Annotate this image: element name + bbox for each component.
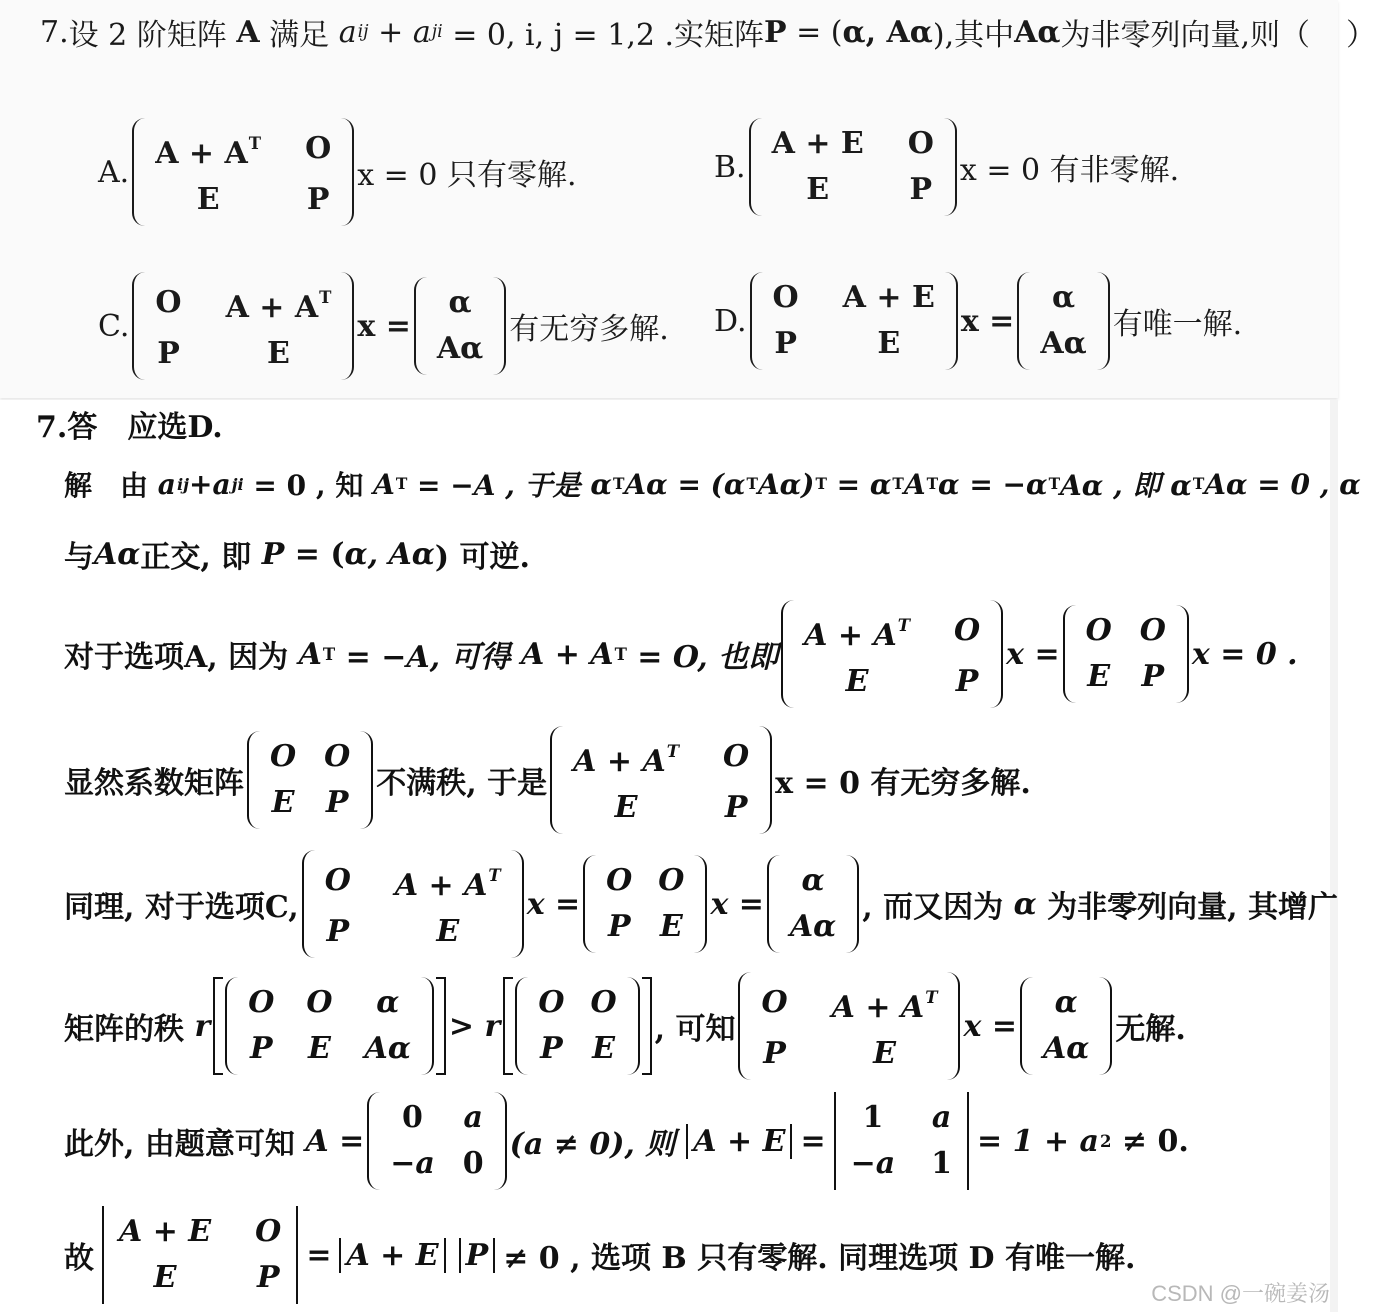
matrix: 0 a −a 0 [367,1092,506,1190]
matrix: O $A + A^T$ P E [302,850,524,958]
option-text: x = 0 有非零解. [959,153,1180,188]
option-d: D. O A + E P E x = α Aα 有唯一解. [714,272,1242,370]
matrix: O O E P [1063,605,1189,703]
matrix: $A + A^T$ O E P [781,600,1003,708]
question-stem: 7. 设 2 阶矩阵 A 满足 a ij + a ji = 0, i, j = 1,2 .实矩阵 P = ( α, Aα ),其中 Aα 为非零列向量,则（ ） [40,14,1376,53]
option-label: B. [714,149,746,185]
option-text: 有无穷多解. [509,312,669,347]
matrix: O $A + A^T$ P E [132,272,354,380]
vector: α Aα [1020,977,1112,1075]
solution-line-3: 对于选项A, 因为 A T = −A, 可得 A + A T = O, 也即 $A + A^T$ O E P x = O O E P x = 0 . [64,600,1298,708]
solution-line-8: 故 A + E O E P = A + E P ≠ 0 , 选项 B 只有零解. 同理选项 D 有唯一解. [64,1206,1135,1304]
matrix: O $A + A^T$ P E [738,972,960,1080]
coefficient-matrix: O O P E [503,977,651,1075]
solution-line-4: 显然系数矩阵 O O E P 不满秩, 于是 $A + A^T$ O E P x = 0 有无穷多解. [64,726,1031,834]
matrix: $A + A^T$ O E P [550,726,772,834]
option-a [98,118,577,226]
determinant: A + E O E P [97,1206,303,1304]
determinant: A + E [334,1238,450,1273]
option-label: C. [98,308,130,344]
solution-line-1: 解 由 a ij + a ji = 0 , 知 A T = −A , 于是 α T Aα = (α T Aα) T = α T A T α = −α T Aα , 即 α T Aα = 0 , α [64,467,1361,502]
solution-line-7: 此外, 由题意可知 A = 0 a −a 0 (a ≠ 0), 则 A + E = 1 a −a 1 = 1 + a 2 ≠ 0. [64,1092,1189,1190]
determinant: 1 a −a 1 [829,1092,974,1190]
determinant: P [454,1238,501,1273]
option-text: x = 0 只有零解. [357,158,577,193]
option-text: 有唯一解. [1112,307,1243,342]
watermark: CSDN @一碗姜汤 [1151,1281,1330,1306]
determinant: A + E [681,1124,797,1159]
question-panel [0,0,1376,398]
matrix: O O E P [247,731,373,829]
vector: α Aα [767,855,859,953]
vector: α Aα [1017,272,1109,370]
answer-panel [0,400,1361,1312]
matrix: O A + E P E [750,272,958,370]
solution-line-2: 与 Aα 正交, 即 P = ( α, Aα ) 可逆. [64,536,530,575]
solution-line-5: 同理, 对于选项C, O $A + A^T$ P E x = O O P E x = α Aα , 而又因为 α 为非零列向量, 其增广 [64,850,1338,958]
solution-line-6: 矩阵的秩 r O O α P E Aα > r O O P E , 可知 O $A + A^T$ P E x = α Aα 无解. [64,972,1186,1080]
matrix: O O P E [583,855,707,953]
matrix: $A + A^T$ O E P [132,118,354,226]
matrix: A + E O E P [749,118,957,216]
vector: α Aα [414,277,506,375]
option-c: C. O $A + A^T$ P E x = α Aα 有无穷多解. [98,272,669,380]
option-label: D. [714,303,747,339]
option-label: A. [98,154,130,190]
augmented-matrix: O O α P E Aα [213,977,446,1075]
answer-heading: 7.答 应选D. [36,410,223,445]
option-b [714,118,1179,216]
question-number: 7. [40,14,69,50]
